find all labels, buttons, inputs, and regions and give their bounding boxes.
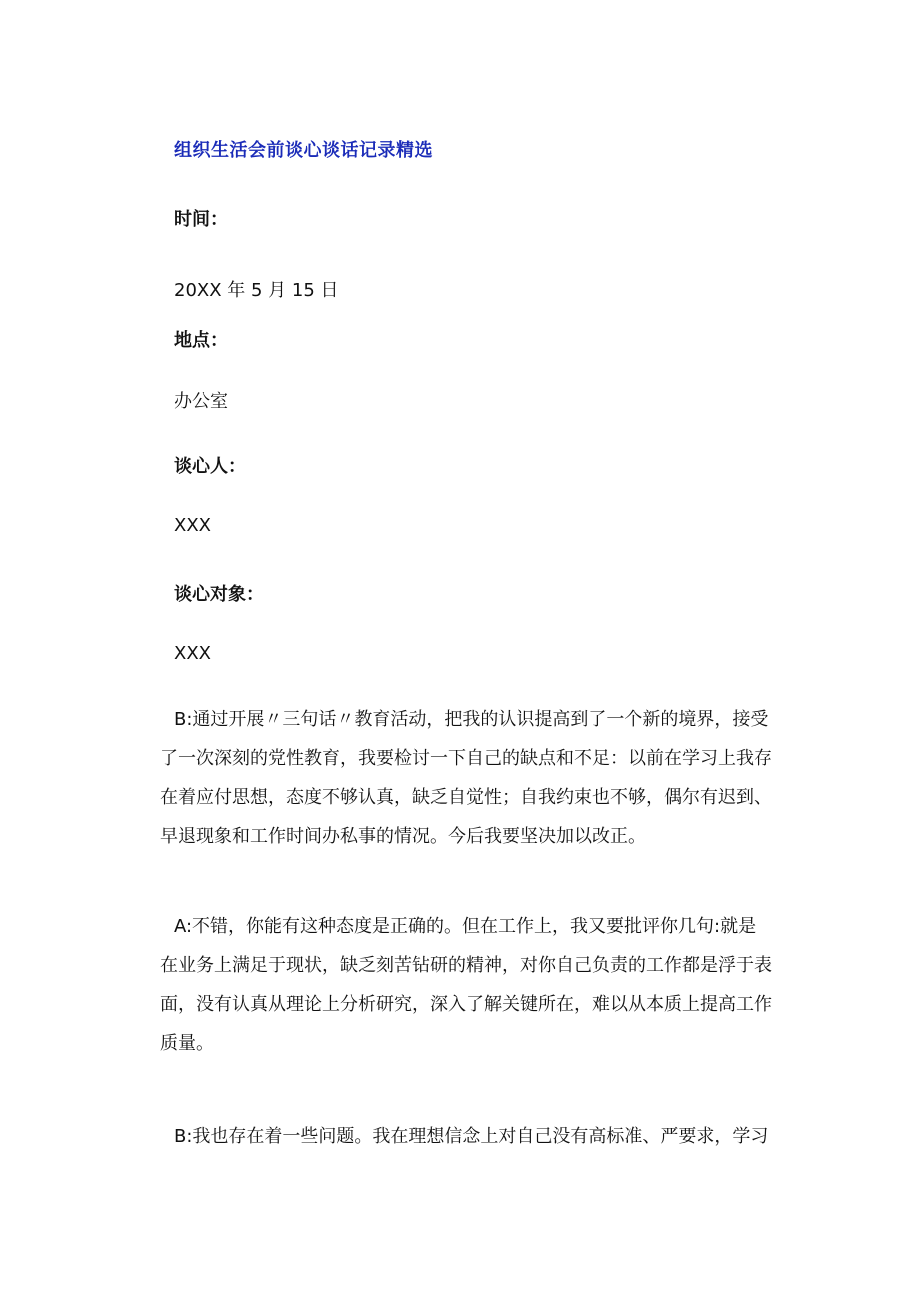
paragraph-3 <box>160 1117 800 1156</box>
talker-label: 谈心人： <box>174 456 246 477</box>
target-label: 谈心对象： <box>174 584 264 605</box>
talker-value: XXX <box>174 515 211 536</box>
paragraph-line: 了一次深刻的党性教育，我要检讨一下自己的缺点和不足：以前在学习上我存 <box>160 748 772 769</box>
place-value: 办公室 <box>174 391 228 412</box>
target-value: XXX <box>174 643 211 664</box>
paragraph-line: 在着应付思想，态度不够认真，缺乏自觉性；自我约束也不够，偶尔有迟到、 <box>160 787 772 808</box>
paragraph-line: B:我也存在着一些问题。我在理想信念上对自己没有高标准、严要求，学习 <box>174 1126 769 1147</box>
paragraph-line: 在业务上满足于现状，缺乏刻苦钻研的精神，对你自己负责的工作都是浮于表 <box>160 955 772 976</box>
paragraph-line: 质量。 <box>160 1033 214 1054</box>
paragraph-line: 早退现象和工作时间办私事的情况。今后我要坚决加以改正。 <box>160 826 646 847</box>
paragraph-line: B:通过开展〃三句话〃教育活动，把我的认识提高到了一个新的境界，接受 <box>174 709 769 730</box>
time-value: 20XX 年 5 月 15 日 <box>174 280 339 301</box>
paragraph-line: A:不错，你能有这种态度是正确的。但在工作上，我又要批评你几句:就是 <box>174 916 757 937</box>
time-label: 时间： <box>174 209 228 230</box>
paragraph-line: 面，没有认真从理论上分析研究，深入了解关键所在，难以从本质上提高工作 <box>160 994 772 1015</box>
place-label: 地点： <box>174 330 228 351</box>
document-title: 组织生活会前谈心谈话记录精选 <box>174 140 433 161</box>
paragraph-1 <box>160 700 800 856</box>
paragraph-2 <box>160 907 800 1063</box>
